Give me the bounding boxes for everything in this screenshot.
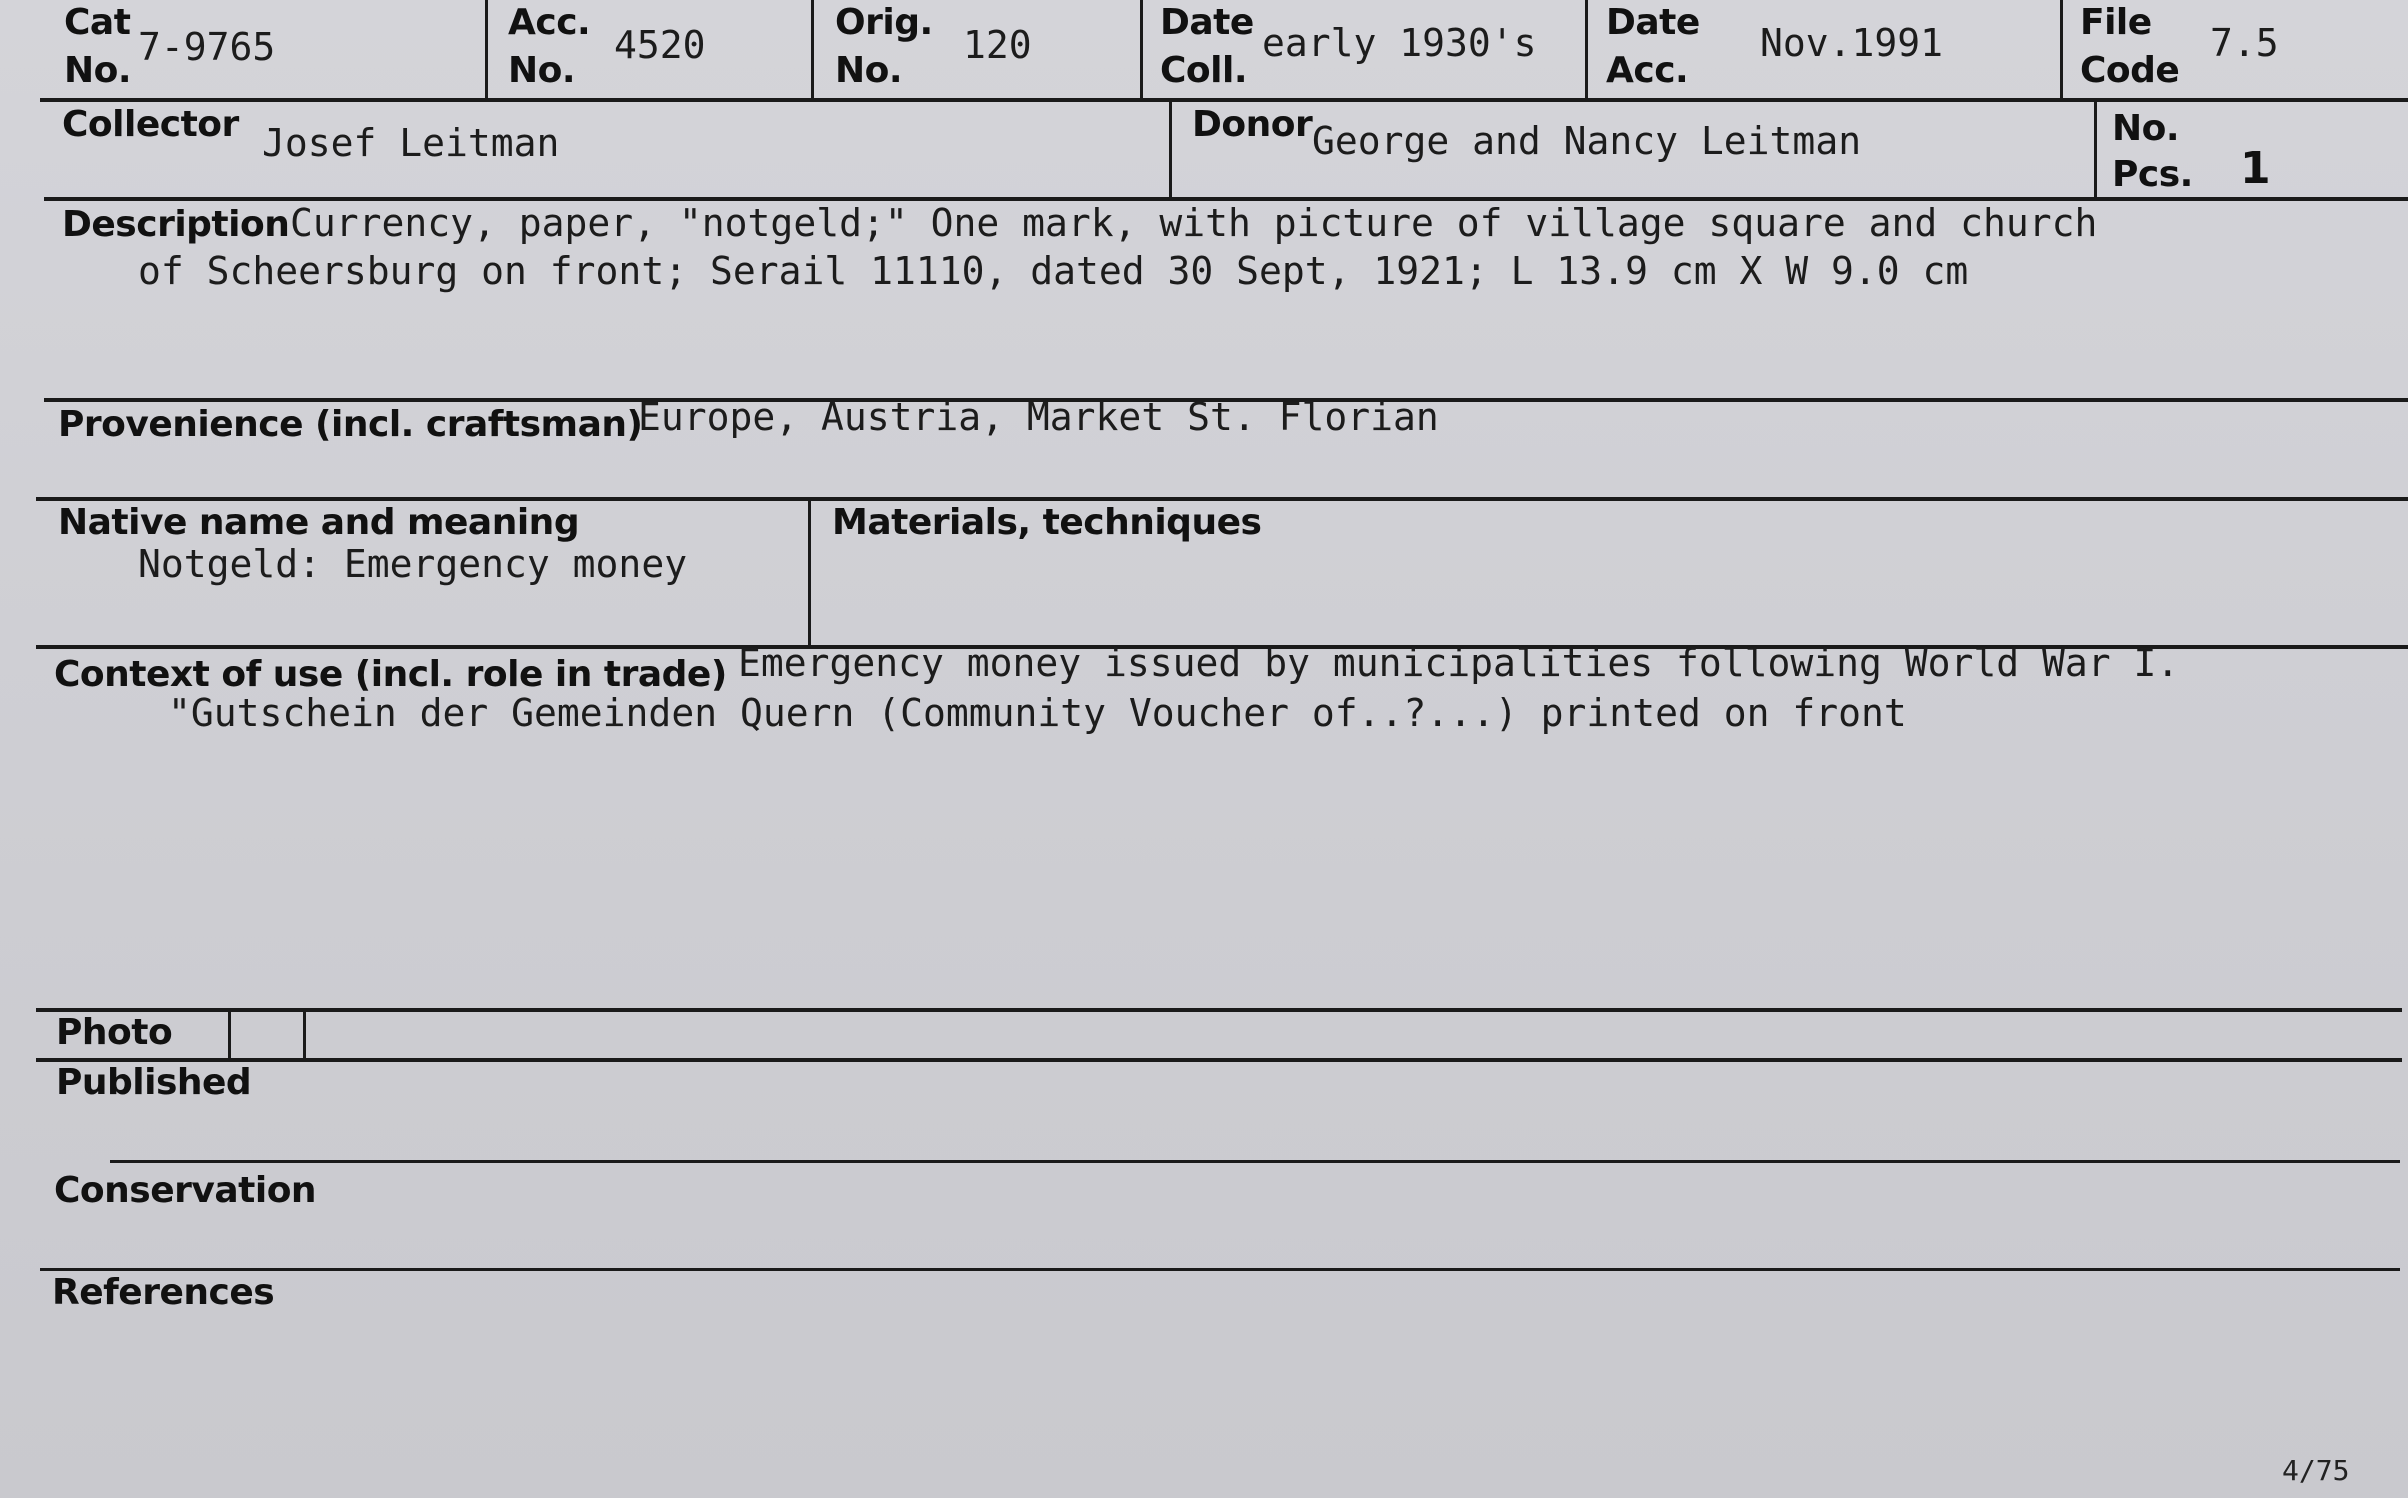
provenience-value: Europe, Austria, Market St. Florian: [638, 395, 1439, 439]
form-code: 4/75: [2282, 1454, 2350, 1487]
divider: [2094, 100, 2097, 198]
provenience-bottom-rule: [36, 497, 2408, 501]
description-label: Description: [62, 204, 290, 245]
donor-value: George and Nancy Leitman: [1312, 119, 1862, 163]
conservation-label: Conservation: [54, 1170, 317, 1211]
pcs-value: 1: [2240, 143, 2271, 194]
pcs-label: Pcs.: [2112, 154, 2193, 195]
conservation-bottom-rule: [40, 1268, 2400, 1271]
photo-top-rule: [36, 1008, 2402, 1012]
references-label: References: [52, 1272, 275, 1313]
orig-no-label: No.: [835, 50, 903, 91]
file-code-value: 7.5: [2210, 21, 2279, 65]
collector-label: Collector: [62, 104, 239, 145]
divider: [1169, 100, 1172, 198]
description-line-2: of Scheersburg on front; Serail 11110, dated 30 Sept, 1921; L 13.9 cm X W 9.0 cm: [138, 249, 1969, 293]
header-bottom-rule: [40, 98, 2408, 102]
orig-no-label: Orig.: [835, 2, 933, 43]
file-code-label: Code: [2080, 50, 2180, 91]
file-code-label: File: [2080, 2, 2152, 43]
divider: [303, 1008, 306, 1060]
divider: [2060, 0, 2063, 100]
native-name-label: Native name and meaning: [58, 502, 580, 543]
context-line-2: "Gutschein der Gemeinden Quern (Community Voucher of..?...) printed on front: [168, 691, 1907, 735]
materials-label: Materials, techniques: [832, 502, 1262, 543]
donor-label: Donor: [1192, 104, 1313, 145]
orig-no-value: 120: [963, 23, 1032, 67]
provenience-label: Provenience (incl. craftsman): [58, 404, 643, 445]
collector-value: Josef Leitman: [262, 121, 560, 165]
cat-no-value: 7-9765: [138, 25, 276, 69]
divider: [1585, 0, 1588, 100]
pcs-label: No.: [2112, 108, 2180, 149]
context-label: Context of use (incl. role in trade): [54, 654, 727, 695]
native-name-value: Notgeld: Emergency money: [138, 542, 688, 586]
cat-no-label: No.: [64, 50, 132, 91]
acc-no-value: 4520: [614, 23, 706, 67]
date-coll-label: Date: [1160, 2, 1254, 43]
date-coll-value: early 1930's: [1262, 21, 1537, 65]
date-acc-value: Nov.1991: [1760, 21, 1944, 65]
cat-no-label: Cat: [64, 2, 131, 43]
date-acc-label: Acc.: [1606, 50, 1689, 91]
photo-bottom-rule: [36, 1058, 2402, 1062]
divider: [808, 498, 811, 648]
photo-label: Photo: [56, 1012, 173, 1053]
context-line-1: Emergency money issued by municipalities following World War I.: [738, 641, 2180, 685]
divider: [485, 0, 488, 100]
published-label: Published: [56, 1062, 252, 1103]
divider: [228, 1008, 231, 1060]
date-acc-label: Date: [1606, 2, 1700, 43]
divider: [811, 0, 814, 100]
acc-no-label: No.: [508, 50, 576, 91]
published-bottom-rule: [110, 1160, 2400, 1163]
date-coll-label: Coll.: [1160, 50, 1248, 91]
description-line-1: Currency, paper, "notgeld;" One mark, with picture of village square and church: [290, 201, 2098, 245]
divider: [1140, 0, 1143, 100]
acc-no-label: Acc.: [508, 2, 591, 43]
